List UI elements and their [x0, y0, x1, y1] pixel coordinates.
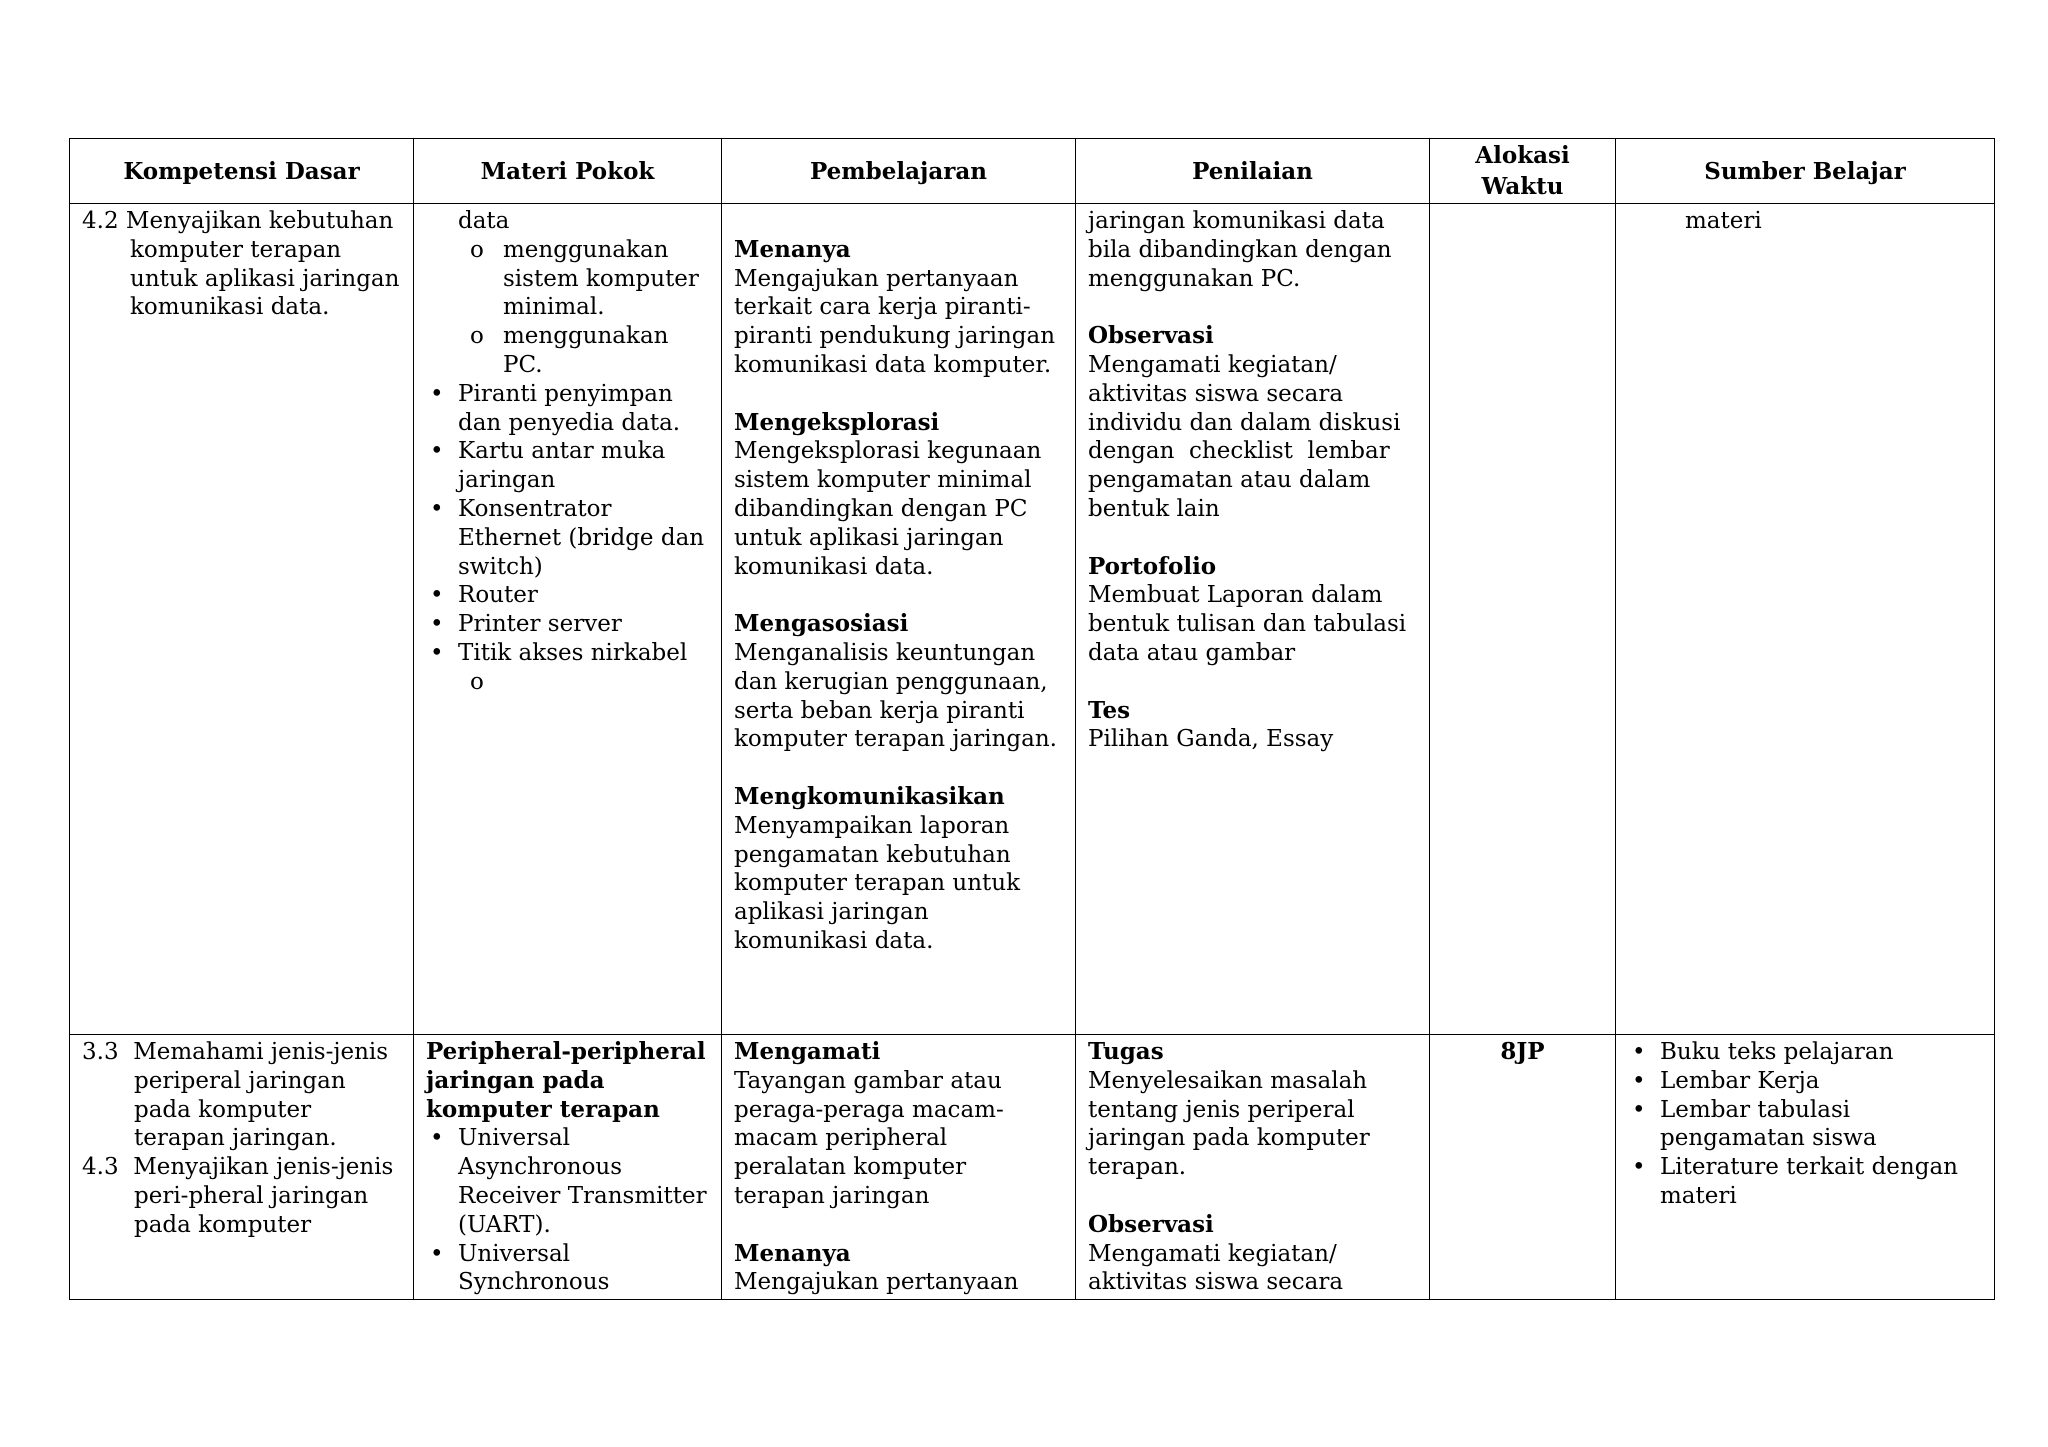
- kd-item: [82, 1153, 401, 1239]
- assessment-text: Mengamati kegiatan/ aktivitas siswa secara: [1088, 1240, 1344, 1296]
- header-kompetensi-dasar: Kompetensi Dasar: [70, 139, 414, 204]
- activity-text: Tayangan gambar atau peraga-peraga macam-macam peripheral peralatan komputer terapan jaringan: [734, 1067, 1004, 1209]
- list-item: • Router: [426, 581, 709, 610]
- list-item: • Konsentrator Ethernet (bridge dan switch): [426, 495, 709, 581]
- assessment-block: [1088, 1211, 1417, 1296]
- assessment-title: Observasi: [1088, 1210, 1214, 1238]
- activity-title: Menanya: [734, 1239, 851, 1267]
- sumber-text: materi: [1685, 208, 1762, 234]
- materi-title: Peripheral-peripheral jaringan pada komputer terapan: [426, 1038, 706, 1123]
- list-item: • Kartu antar muka jaringan: [426, 437, 709, 495]
- kd-text: Memahami jenis-jenis periperal jaringan pada komputer terapan jaringan.: [133, 1039, 389, 1152]
- sumber-list: [1628, 1038, 1982, 1211]
- activity-title: Mengamati: [734, 1038, 881, 1065]
- header-row: [70, 139, 1995, 204]
- activity-title: Menanya: [734, 235, 851, 263]
- kd-number: 4.3: [82, 1154, 119, 1181]
- activity-block: [734, 236, 1063, 380]
- assessment-text: Pilihan Ganda, Essay: [1088, 726, 1334, 753]
- assessment-text: Mengamati kegiatan/ aktivitas siswa secara individu dan dalam diskusi dengan checklist lembar pengamatan atau dalam bentuk lain: [1088, 351, 1408, 522]
- activity-block: [734, 1240, 1063, 1296]
- assessment-title: Tugas: [1088, 1038, 1164, 1065]
- activity-title: Mengeksplorasi: [734, 408, 940, 436]
- activity-title: Mengasosiasi: [734, 610, 909, 638]
- assessment-block: [1088, 553, 1417, 668]
- cell-alokasi: [1430, 1035, 1616, 1300]
- activity-text: Mengajukan pertanyaan: [734, 1269, 1019, 1296]
- kd-text: Menyajikan jenis-jenis peri-pheral jaringan pada komputer: [133, 1154, 394, 1238]
- empty-sub-item: [426, 668, 709, 697]
- assessment-title: Tes: [1088, 696, 1131, 724]
- list-item: • Lembar Kerja: [1628, 1067, 1982, 1096]
- activity-text: Mengeksplorasi kegunaan sistem komputer minimal dibandingkan dengan PC untuk aplikasi jaringan komunikasi data.: [734, 438, 1042, 580]
- syllabus-table: [69, 138, 1995, 1300]
- assessment-block: [1088, 697, 1417, 755]
- list-item: o menggunakan sistem komputer minimal.: [426, 236, 709, 322]
- materi-lead: data: [458, 208, 510, 234]
- materi-bullet-list: [426, 1124, 709, 1296]
- activity-text: Menyampaikan laporan pengamatan kebutuhan komputer terapan untuk aplikasi jaringan komunikasi data.: [734, 812, 1021, 954]
- cell-penilaian: [1076, 1035, 1430, 1300]
- list-item: • Buku teks pelajaran: [1628, 1038, 1982, 1067]
- list-item: • Literature terkait dengan materi: [1628, 1153, 1982, 1211]
- cell-pembelajaran: [722, 1035, 1076, 1300]
- table-row: [70, 204, 1995, 1035]
- list-item: • Universal Synchronous: [426, 1240, 709, 1296]
- cell-alokasi: [1430, 204, 1616, 1035]
- header-pembelajaran: Pembelajaran: [722, 139, 1076, 204]
- header-alokasi-line2: Waktu: [1481, 173, 1564, 200]
- assessment-title: Observasi: [1088, 322, 1214, 350]
- list-item: • Titik akses nirkabel: [426, 639, 709, 668]
- cell-materi: [414, 204, 722, 1035]
- cell-sumber: [1616, 204, 1995, 1035]
- kd-number: 3.3: [82, 1039, 119, 1065]
- list-item: • Universal Asynchronous Receiver Transmitter (UART).: [426, 1124, 709, 1239]
- activity-title: Mengkomunikasikan: [734, 782, 1005, 810]
- list-item: o menggunakan PC.: [426, 322, 709, 380]
- kd-item: [82, 207, 401, 322]
- cell-materi: [414, 1035, 722, 1300]
- kd-number: 4.2: [82, 208, 119, 234]
- list-item: • Piranti penyimpan dan penyedia data.: [426, 380, 709, 438]
- alokasi-value: [1430, 204, 1615, 207]
- cell-kompetensi: [70, 204, 414, 1035]
- assessment-title: Portofolio: [1088, 552, 1217, 580]
- cell-sumber: [1616, 1035, 1995, 1300]
- activity-block: [734, 1038, 1063, 1211]
- cell-penilaian: [1076, 204, 1430, 1035]
- activity-block: [734, 783, 1063, 956]
- materi-sub-list: [426, 236, 709, 380]
- cell-kompetensi: [70, 1035, 414, 1300]
- header-materi-pokok: Materi Pokok: [414, 139, 722, 204]
- kd-item: [82, 1038, 401, 1153]
- header-sumber-belajar: Sumber Belajar: [1616, 139, 1995, 204]
- header-penilaian: Penilaian: [1076, 139, 1430, 204]
- activity-text: Mengajukan pertanyaan terkait cara kerja piranti-piranti pendukung jaringan komunikasi data komputer.: [734, 265, 1056, 378]
- list-item: • Printer server: [426, 610, 709, 639]
- activity-text: Menganalisis keuntungan dan kerugian penggunaan, serta beban kerja piranti komputer terapan jaringan.: [734, 639, 1057, 753]
- header-alokasi-waktu: [1430, 139, 1616, 204]
- assessment-text: Membuat Laporan dalam bentuk tulisan dan tabulasi data atau gambar: [1088, 582, 1407, 666]
- alokasi-value: 8JP: [1500, 1038, 1545, 1065]
- activity-block: [734, 610, 1063, 754]
- assessment-lead: jaringan komunikasi data bila dibandingkan dengan menggunakan PC.: [1088, 208, 1392, 292]
- activity-block: [734, 409, 1063, 582]
- kd-text: Menyajikan kebutuhan komputer terapan untuk aplikasi jaringan komunikasi data.: [125, 208, 400, 321]
- header-alokasi-line1: Alokasi: [1475, 142, 1570, 169]
- table-row: [70, 1035, 1995, 1300]
- list-item: • Lembar tabulasi pengamatan siswa: [1628, 1096, 1982, 1154]
- assessment-block: [1088, 1038, 1417, 1182]
- materi-bullet-list: [426, 380, 709, 668]
- assessment-block: [1088, 322, 1417, 524]
- assessment-text: Menyelesaikan masalah tentang jenis periperal jaringan pada komputer terapan.: [1088, 1067, 1370, 1181]
- cell-pembelajaran: [722, 204, 1076, 1035]
- sub-bullet-marker: o: [470, 668, 484, 695]
